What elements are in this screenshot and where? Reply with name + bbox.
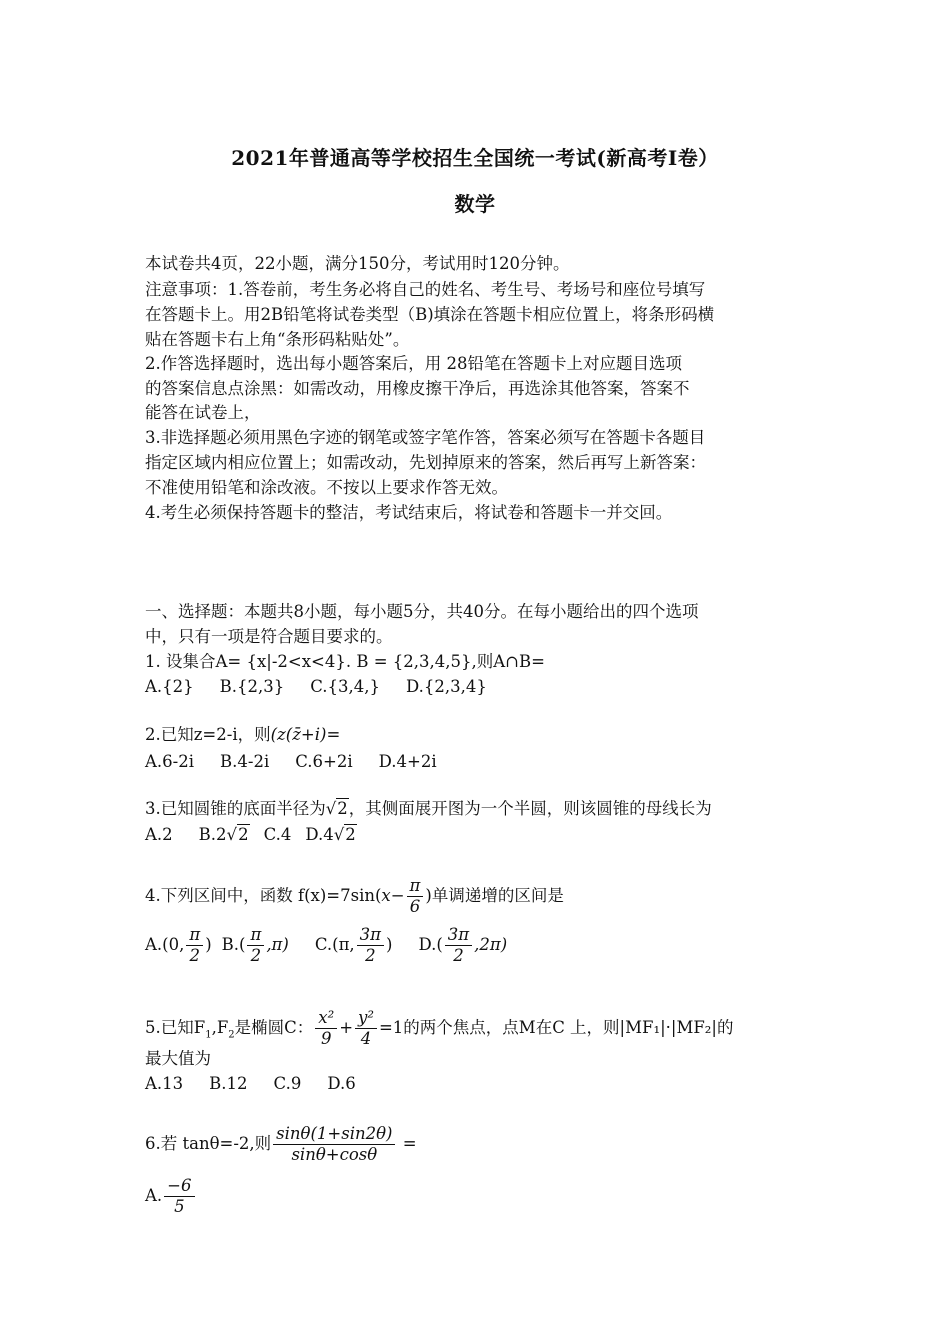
- q3-stem-text: 3.已知圆锥的底面半径为: [145, 799, 326, 818]
- q2-equals: =: [326, 725, 341, 744]
- q4-c-den: 2: [365, 946, 376, 965]
- q5-equals: =1: [378, 1018, 404, 1037]
- q6-option-a-label: A.: [145, 1186, 163, 1205]
- instruction-line: 贴在答题卡右上角“条形码粘贴处”。: [145, 330, 410, 349]
- q5-option-d: D.6: [327, 1074, 356, 1093]
- q3-option-b-label: B.2: [198, 825, 227, 844]
- q5-sub1: 1: [205, 1029, 212, 1041]
- instruction-line: 的答案信息点涂黑：如需改动，用橡皮擦干净后，再选涂其他答案，答案不: [145, 379, 690, 398]
- q6-fraction-den: sinθ+cosθ: [291, 1145, 378, 1164]
- q3-option-d: D.4√2: [305, 825, 356, 844]
- q6-equals: =: [397, 1134, 417, 1153]
- q4-b-suffix: ,π): [266, 935, 289, 954]
- q4-option-c: [315, 925, 393, 966]
- q4-b-den: 2: [250, 946, 262, 965]
- q4-c-suffix: ): [386, 935, 393, 954]
- instruction-line: 指定区域内相应位置上；如需改动，先划掉原来的答案，然后再写上新答案：: [145, 453, 706, 472]
- q4-d-den: 2: [453, 946, 464, 965]
- q5-f2-den: 4: [360, 1029, 372, 1048]
- q4-d-prefix: D.(: [418, 935, 443, 954]
- q5-f1-num: x²: [315, 1008, 337, 1029]
- q5-plus: +: [339, 1018, 354, 1037]
- q3-option-d-radicand: 2: [345, 825, 356, 844]
- q5-options: [145, 1072, 382, 1096]
- q3-stem-tail: ，其侧面展开图为一个半圆，则该圆锥的母线长为: [348, 799, 712, 818]
- q4-b-num: π: [247, 925, 264, 946]
- q2-stem: [145, 723, 340, 747]
- q1-option-b: B.{2,3}: [219, 677, 285, 696]
- q3-radicand: 2: [337, 799, 348, 818]
- q6-fraction-num: sinθ(1+sin2θ): [273, 1124, 395, 1145]
- q4-variable: x: [381, 886, 391, 905]
- q5-option-a: A.13: [145, 1074, 184, 1093]
- section-heading-cont: 中，只有一项是符合题目要求的。: [145, 627, 393, 646]
- q4-stem-text: 4.下列区间中，函数 f(x)=7sin(: [145, 886, 382, 905]
- q1-option-c: C.{3,4,}: [310, 677, 381, 696]
- instruction-line: 3.非选择题必须用黑色字迹的钢笔或签字笔作答，答案必须写在答题卡各题目: [145, 428, 706, 447]
- q4-option-a: [145, 925, 212, 966]
- q4-a-suffix: ): [205, 935, 212, 954]
- q4-option-d: [418, 925, 507, 966]
- q3-options: [145, 823, 383, 847]
- exam-title: 2021年普通高等学校招生全国统一考试(新高考Ⅰ卷）: [231, 146, 719, 170]
- section-heading: 一、选择题：本题共8小题，每小题5分，共40分。在每小题给出的四个选项: [145, 602, 699, 621]
- q3-option-b: B.2√2: [198, 825, 249, 844]
- q5-stem-cont: 最大值为: [145, 1049, 211, 1068]
- q6-a-den: 5: [174, 1197, 185, 1216]
- instruction-line: 本试卷共4页，22小题，满分150分，考试用时120分钟。: [145, 254, 570, 273]
- q4-d-num: 3π: [445, 925, 472, 946]
- q3-option-b-radicand: 2: [238, 825, 249, 844]
- q4-minus: −: [390, 886, 405, 905]
- q2-option-b: B.4-2i: [220, 752, 270, 771]
- q4-a-prefix: A.(0,: [145, 935, 185, 954]
- q2-expression: (z(z̄+i): [270, 725, 327, 744]
- instruction-line: 能答在试卷上，: [145, 403, 261, 422]
- instruction-line: 不准使用铅笔和涂改液。不按以上要求作答无效。: [145, 478, 508, 497]
- instruction-line: 注意事项：1.答卷前，考生务必将自己的姓名、考生号、考场号和座位号填写: [145, 280, 706, 299]
- q5-option-b: B.12: [209, 1074, 248, 1093]
- q4-a-num: π: [186, 925, 203, 946]
- q5-stem-tail: 的两个焦点，点M在C 上，则|MF₁|·|MF₂|的: [403, 1018, 734, 1037]
- q2-option-c: C.6+2i: [295, 752, 353, 771]
- q6-stem-text: 6.若 tanθ=-2,则: [145, 1134, 272, 1153]
- q5-mid1: ,F: [211, 1018, 229, 1037]
- q5-f1-den: 9: [320, 1029, 332, 1048]
- q5-sub2: 2: [228, 1029, 235, 1041]
- q1-options: [145, 675, 513, 699]
- q5-option-c: C.9: [273, 1074, 302, 1093]
- q4-stem-tail: )单调递增的区间是: [425, 886, 564, 905]
- q6-option-a-fraction: [164, 1176, 194, 1217]
- q5-stem-text: 5.已知F: [145, 1018, 206, 1037]
- q2-options: [145, 750, 463, 774]
- q2-option-a: A.6-2i: [145, 752, 195, 771]
- q4-b-prefix: B.(: [221, 935, 246, 954]
- subject-title: 数学: [454, 192, 496, 216]
- instruction-line: 2.作答选择题时，选出每小题答案后，用 28铅笔在答题卡上对应题目选项: [145, 354, 682, 373]
- q4-fraction-den: 6: [409, 897, 421, 916]
- q3-option-c: C.4: [263, 825, 292, 844]
- q6-fraction: [273, 1124, 395, 1165]
- q4-options: [145, 925, 533, 966]
- q4-fraction: [407, 876, 424, 917]
- q4-option-b: [222, 925, 289, 966]
- q4-c-prefix: C.(π,: [314, 935, 355, 954]
- q6-stem: [145, 1124, 417, 1165]
- q2-option-d: D.4+2i: [378, 752, 437, 771]
- q5-fraction-y: [355, 1008, 377, 1049]
- q4-a-den: 2: [189, 946, 201, 965]
- q4-fraction-num: π: [407, 876, 424, 897]
- q5-mid2: 是椭圆C：: [234, 1018, 314, 1037]
- q4-stem: [145, 876, 564, 917]
- q2-stem-text: 2.已知z=2-i，则: [145, 725, 271, 744]
- instruction-line: 在答题卡上。用2B铅笔将试卷类型（B)填涂在答题卡相应位置上，将条形码横: [145, 305, 715, 324]
- q1-option-d: D.{2,3,4}: [406, 677, 487, 696]
- q3-stem: [145, 797, 712, 821]
- instruction-line: 4.考生必须保持答题卡的整洁，考试结束后，将试卷和答题卡一并交回。: [145, 503, 673, 522]
- q6-a-num: −6: [164, 1176, 194, 1197]
- q5-stem: [145, 1008, 733, 1049]
- q5-fraction-x: [315, 1008, 337, 1049]
- q3-option-d-label: D.4: [305, 825, 334, 844]
- q5-f2-num: y²: [355, 1008, 377, 1029]
- q1-stem: 1. 设集合A= {x|-2<x<4}. B = {2,3,4,5},则A∩B=: [145, 652, 545, 671]
- q1-option-a: A.{2}: [145, 677, 194, 696]
- q4-c-num: 3π: [357, 925, 384, 946]
- q3-radical: √2: [325, 799, 348, 818]
- q6-options: [145, 1176, 197, 1217]
- q3-option-a: A.2: [145, 825, 173, 844]
- q4-d-suffix: ,2π): [474, 935, 508, 954]
